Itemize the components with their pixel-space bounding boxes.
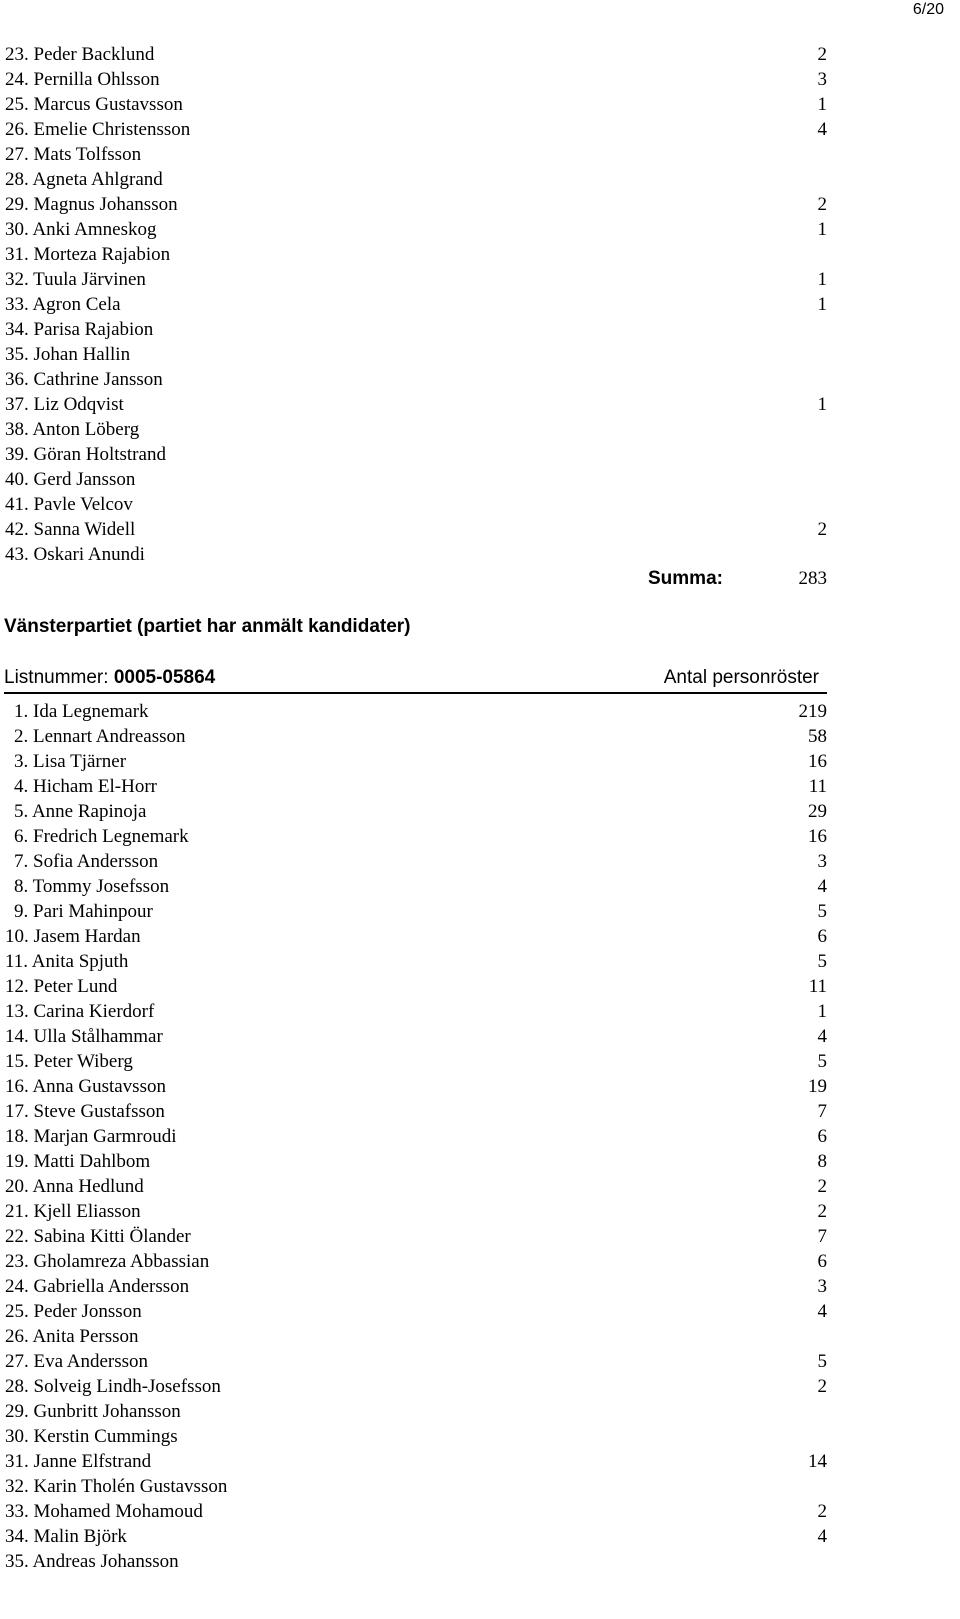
- candidate-name: 28. Solveig Lindh-Josefsson: [5, 1375, 221, 1397]
- candidate-votes: 6: [817, 925, 827, 947]
- candidate-row: [5, 92, 827, 117]
- candidate-name: 24. Gabriella Andersson: [5, 1275, 190, 1297]
- candidate-row: [5, 1149, 827, 1174]
- candidate-row: [5, 1499, 827, 1524]
- candidate-row: [5, 417, 827, 442]
- candidate-votes: 3: [817, 850, 827, 872]
- candidate-row: [5, 849, 827, 874]
- candidate-votes: 2: [817, 1175, 827, 1197]
- candidate-votes: 7: [817, 1100, 827, 1122]
- candidate-name: 35. Andreas Johansson: [5, 1550, 179, 1572]
- candidate-row: [5, 1324, 827, 1349]
- candidate-name: 15. Peter Wiberg: [5, 1050, 133, 1072]
- candidate-name: 19. Matti Dahlbom: [5, 1150, 151, 1172]
- candidate-name: 23. Peder Backlund: [5, 43, 155, 65]
- candidate-name: 43. Oskari Anundi: [5, 543, 145, 565]
- candidate-votes: 4: [817, 1025, 827, 1047]
- candidate-row: [5, 1349, 827, 1374]
- candidate-votes: 3: [817, 1275, 827, 1297]
- candidate-row: [5, 1424, 827, 1449]
- candidate-name: 17. Steve Gustafsson: [5, 1100, 165, 1122]
- candidate-row: [5, 1249, 827, 1274]
- candidate-row: [5, 724, 827, 749]
- candidate-name: 18. Marjan Garmroudi: [5, 1125, 177, 1147]
- candidate-name: 27. Eva Andersson: [5, 1350, 149, 1372]
- candidate-row: [5, 267, 827, 292]
- candidate-name: 40. Gerd Jansson: [5, 468, 136, 490]
- candidate-name: 34. Malin Björk: [5, 1525, 127, 1547]
- candidate-row: [5, 949, 827, 974]
- candidate-name: 26. Anita Persson: [5, 1325, 139, 1347]
- candidate-name: 8. Tommy Josefsson: [14, 875, 170, 897]
- candidate-row: [5, 117, 827, 142]
- candidate-row: [5, 1449, 827, 1474]
- candidate-row: [5, 1474, 827, 1499]
- candidate-votes: 11: [808, 975, 827, 997]
- candidate-votes: 4: [817, 1300, 827, 1322]
- candidate-votes: 6: [817, 1250, 827, 1272]
- candidate-row: [5, 392, 827, 417]
- candidate-row: [5, 217, 827, 242]
- candidate-row: [5, 1299, 827, 1324]
- candidate-row: [5, 1074, 827, 1099]
- candidate-name: 9. Pari Mahinpour: [14, 900, 153, 922]
- candidate-name: 27. Mats Tolfsson: [5, 143, 142, 165]
- candidate-votes: 4: [817, 875, 827, 897]
- candidate-votes: 2: [817, 1200, 827, 1222]
- candidate-row: [5, 1174, 827, 1199]
- party-candidate-list: [5, 699, 827, 1574]
- candidate-row: [5, 1124, 827, 1149]
- candidate-votes: 19: [808, 1075, 827, 1097]
- candidate-name: 24. Pernilla Ohlsson: [5, 68, 160, 90]
- candidate-votes: 5: [817, 1350, 827, 1372]
- candidate-name: 14. Ulla Stålhammar: [5, 1025, 163, 1047]
- candidate-name: 30. Anki Amneskog: [5, 218, 157, 240]
- candidate-votes: 1: [817, 1000, 827, 1022]
- candidate-row: [5, 42, 827, 67]
- candidate-votes: 2: [817, 1500, 827, 1522]
- candidate-name: 11. Anita Spjuth: [5, 950, 129, 972]
- candidate-row: [5, 899, 827, 924]
- candidate-votes: 3: [817, 68, 827, 90]
- candidate-row: [5, 367, 827, 392]
- candidate-row: [5, 1524, 827, 1549]
- candidate-votes: 16: [808, 825, 827, 847]
- candidate-row: [5, 1224, 827, 1249]
- candidate-name: 20. Anna Hedlund: [5, 1175, 144, 1197]
- candidate-name: 32. Karin Tholén Gustavsson: [5, 1475, 228, 1497]
- candidate-name: 26. Emelie Christensson: [5, 118, 191, 140]
- candidate-row: [5, 1274, 827, 1299]
- candidate-votes: 6: [817, 1125, 827, 1147]
- candidate-votes: 4: [817, 1525, 827, 1547]
- summa-value: 283: [798, 567, 827, 589]
- candidate-votes: 219: [798, 700, 827, 722]
- candidate-row: [5, 774, 827, 799]
- candidate-votes: 2: [817, 1375, 827, 1397]
- candidate-name: 36. Cathrine Jansson: [5, 368, 163, 390]
- candidate-row: [5, 924, 827, 949]
- candidate-row: [5, 1024, 827, 1049]
- list-header: [4, 664, 827, 694]
- candidate-row: [5, 292, 827, 317]
- candidate-row: [5, 192, 827, 217]
- candidate-votes: 1: [817, 93, 827, 115]
- candidate-row: [5, 749, 827, 774]
- candidate-row: [5, 142, 827, 167]
- candidate-votes: 2: [817, 43, 827, 65]
- candidate-votes: 7: [817, 1225, 827, 1247]
- listnummer: [4, 667, 215, 689]
- candidate-name: 37. Liz Odqvist: [5, 393, 124, 415]
- candidate-name: 38. Anton Löberg: [5, 418, 140, 440]
- summa-row: [648, 566, 827, 591]
- candidate-row: [5, 699, 827, 724]
- candidate-name: 22. Sabina Kitti Ölander: [5, 1225, 191, 1247]
- candidate-name: 25. Peder Jonsson: [5, 1300, 142, 1322]
- candidate-votes: 5: [817, 950, 827, 972]
- candidate-row: [5, 1399, 827, 1424]
- candidate-row: [5, 1374, 827, 1399]
- candidate-votes: 2: [817, 193, 827, 215]
- candidate-name: 5. Anne Rapinoja: [14, 800, 147, 822]
- antal-personroster-label: Antal personröster: [663, 667, 819, 688]
- candidate-row: [5, 317, 827, 342]
- candidate-name: 28. Agneta Ahlgrand: [5, 168, 163, 190]
- candidate-votes: 14: [808, 1450, 827, 1472]
- candidate-row: [5, 167, 827, 192]
- candidate-row: [5, 242, 827, 267]
- candidate-name: 3. Lisa Tjärner: [14, 750, 127, 772]
- candidate-row: [5, 874, 827, 899]
- candidate-row: [5, 1199, 827, 1224]
- candidate-name: 34. Parisa Rajabion: [5, 318, 154, 340]
- page-number: 6/20: [912, 1, 944, 18]
- candidate-row: [5, 442, 827, 467]
- candidate-name: 16. Anna Gustavsson: [5, 1075, 166, 1097]
- candidate-votes: 58: [808, 725, 827, 747]
- candidate-row: [5, 999, 827, 1024]
- candidate-name: 32. Tuula Järvinen: [5, 268, 146, 290]
- candidate-votes: 1: [817, 218, 827, 240]
- candidate-name: 1. Ida Legnemark: [14, 700, 149, 722]
- candidate-row: [5, 542, 827, 567]
- candidate-name: 31. Morteza Rajabion: [5, 243, 171, 265]
- candidate-name: 30. Kerstin Cummings: [5, 1425, 178, 1447]
- party-heading: Vänsterpartiet (partiet har anmält kandidater): [4, 616, 411, 637]
- candidate-row: [5, 1549, 827, 1574]
- candidate-name: 42. Sanna Widell: [5, 518, 136, 540]
- candidate-name: 33. Agron Cela: [5, 293, 121, 315]
- candidate-name: 23. Gholamreza Abbassian: [5, 1250, 210, 1272]
- candidate-votes: 5: [817, 1050, 827, 1072]
- candidate-name: 2. Lennart Andreasson: [14, 725, 186, 747]
- candidate-row: [5, 799, 827, 824]
- candidate-name: 35. Johan Hallin: [5, 343, 131, 365]
- candidate-row: [5, 1049, 827, 1074]
- candidate-votes: 5: [817, 900, 827, 922]
- candidate-name: 12. Peter Lund: [5, 975, 118, 997]
- candidate-name: 7. Sofia Andersson: [14, 850, 159, 872]
- candidate-name: 33. Mohamed Mohamoud: [5, 1500, 203, 1522]
- candidate-row: [5, 1099, 827, 1124]
- candidate-name: 6. Fredrich Legnemark: [14, 825, 189, 847]
- candidate-name: 29. Magnus Johansson: [5, 193, 178, 215]
- candidate-name: 29. Gunbritt Johansson: [5, 1400, 181, 1422]
- summa-label: Summa:: [648, 567, 723, 589]
- candidate-votes: 16: [808, 750, 827, 772]
- candidate-name: 10. Jasem Hardan: [5, 925, 141, 947]
- candidate-name: 41. Pavle Velcov: [5, 493, 133, 515]
- listnummer-label: Listnummer:: [4, 667, 114, 688]
- candidate-name: 25. Marcus Gustavsson: [5, 93, 183, 115]
- candidate-row: [5, 67, 827, 92]
- candidate-votes: 1: [817, 393, 827, 415]
- candidate-votes: 4: [817, 118, 827, 140]
- listnummer-value: 0005-05864: [113, 667, 216, 688]
- candidate-name: 39. Göran Holtstrand: [5, 443, 166, 465]
- candidate-row: [5, 467, 827, 492]
- candidate-name: 31. Janne Elfstrand: [5, 1450, 152, 1472]
- candidate-votes: 1: [817, 268, 827, 290]
- candidate-votes: 2: [817, 518, 827, 540]
- candidate-votes: 8: [817, 1150, 827, 1172]
- candidate-votes: 1: [817, 293, 827, 315]
- candidate-row: [5, 342, 827, 367]
- candidate-votes: 29: [808, 800, 827, 822]
- candidate-name: 4. Hicham El-Horr: [14, 775, 157, 797]
- candidate-row: [5, 974, 827, 999]
- previous-party-candidate-list: [5, 42, 827, 567]
- candidate-name: 13. Carina Kierdorf: [5, 1000, 155, 1022]
- candidate-votes: 11: [808, 775, 827, 797]
- candidate-name: 21. Kjell Eliasson: [5, 1200, 141, 1222]
- candidate-row: [5, 492, 827, 517]
- candidate-row: [5, 517, 827, 542]
- candidate-row: [5, 824, 827, 849]
